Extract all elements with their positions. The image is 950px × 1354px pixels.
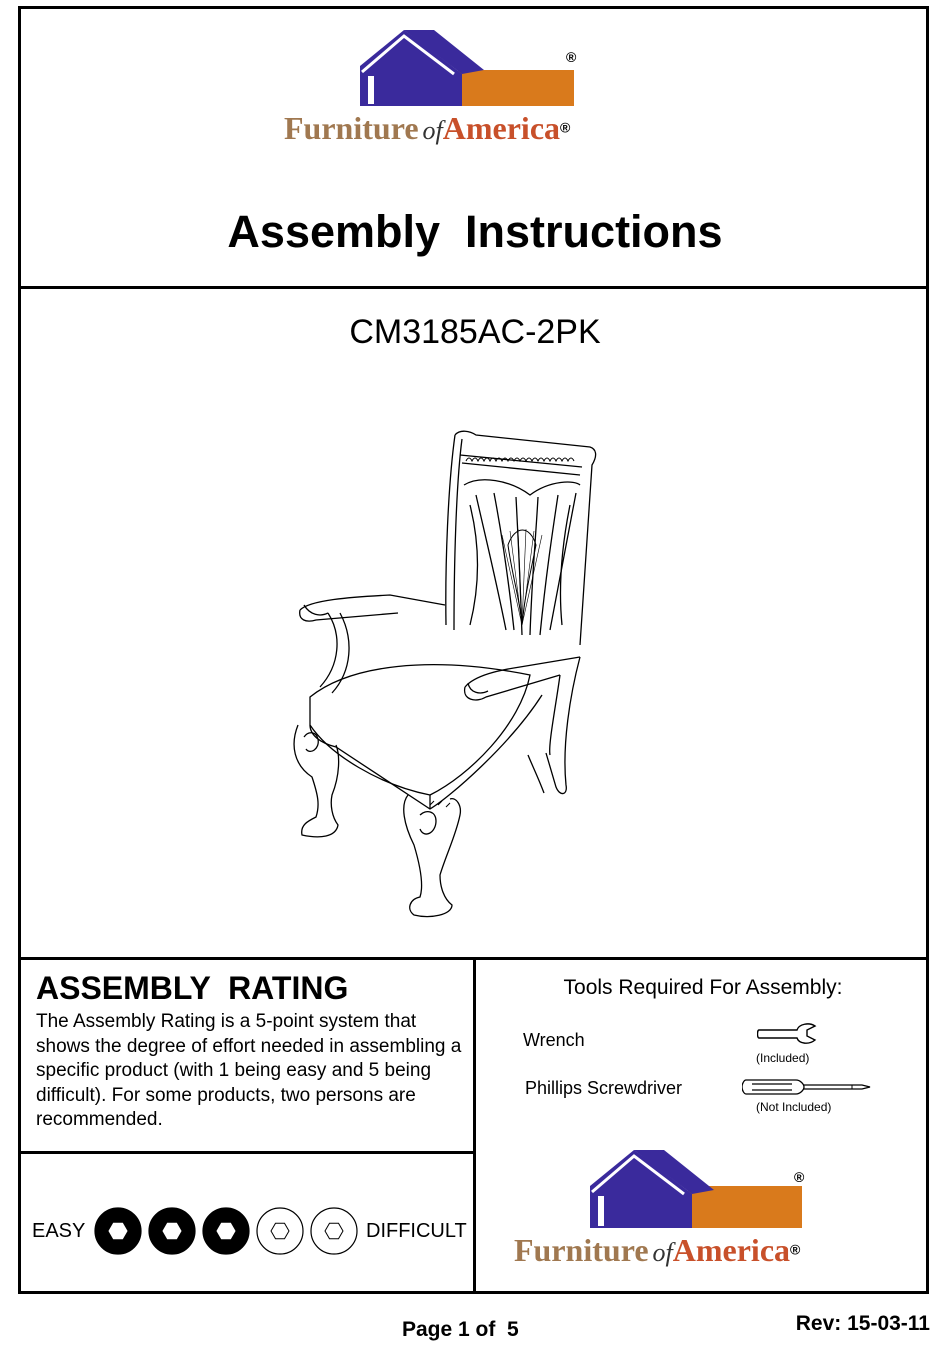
difficulty-scale bbox=[32, 1206, 472, 1256]
house-logo-icon bbox=[278, 26, 678, 106]
tool-note-wrench: (Included) bbox=[756, 1051, 810, 1065]
page-title: Assembly Instructions bbox=[227, 206, 723, 257]
svg-text:®: ® bbox=[794, 1169, 805, 1185]
rating-dot-empty bbox=[311, 1208, 357, 1254]
wrench-icon bbox=[757, 1022, 817, 1046]
screwdriver-icon bbox=[742, 1076, 872, 1098]
svg-text:®: ® bbox=[566, 49, 577, 65]
rating-dot-filled bbox=[149, 1208, 195, 1254]
assembly-rating-heading: ASSEMBLY RATING bbox=[36, 970, 349, 1006]
assembly-rating-description: The Assembly Rating is a 5-point system that shows the degree of effort needed in assembling a specific product (with 1 being easy and 5 being difficult). For some products, two persons are recommended. bbox=[36, 1011, 462, 1130]
page-number: Page 1 of 5 bbox=[402, 1318, 519, 1341]
brand-logo-top bbox=[278, 26, 678, 156]
house-logo-icon bbox=[508, 1148, 908, 1228]
divider-rating bbox=[18, 1151, 474, 1154]
difficult-label: DIFFICULT bbox=[366, 1220, 467, 1242]
arm-chair-illustration bbox=[280, 425, 610, 925]
product-model-number: CM3185AC-2PK bbox=[349, 313, 601, 351]
divider-bottom-vertical bbox=[473, 960, 476, 1294]
rating-dot-filled bbox=[95, 1208, 141, 1254]
revision-label: Rev: 15-03-11 bbox=[795, 1312, 930, 1335]
tool-name-wrench: Wrench bbox=[523, 1030, 585, 1050]
divider-header bbox=[18, 286, 929, 289]
tool-name-screwdriver: Phillips Screwdriver bbox=[525, 1078, 683, 1098]
easy-label: EASY bbox=[32, 1220, 86, 1242]
rating-dots bbox=[92, 1206, 372, 1256]
tool-note-screwdriver: (Not Included) bbox=[756, 1100, 832, 1114]
rating-dot-filled bbox=[203, 1208, 249, 1254]
tools-heading: Tools Required For Assembly: bbox=[563, 976, 843, 999]
rating-dot-empty bbox=[257, 1208, 303, 1254]
brand-logo-bottom bbox=[508, 1148, 908, 1278]
brand-wordmark: Furniture ofAmerica® bbox=[514, 1232, 801, 1268]
brand-wordmark: Furniture ofAmerica® bbox=[284, 110, 571, 146]
